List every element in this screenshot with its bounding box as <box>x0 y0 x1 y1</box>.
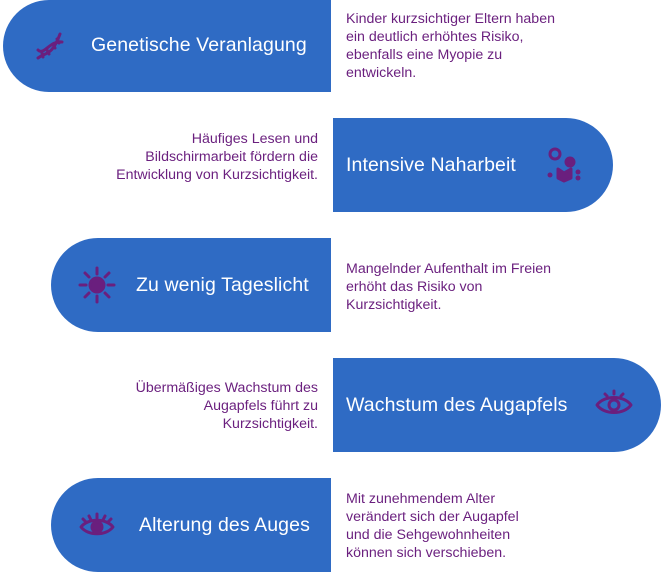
factor-card-eyeball-growth <box>333 358 661 452</box>
eye-lashes-icon <box>77 505 117 545</box>
factor-description: Häufiges Lesen und Bildschirmarbeit fördern die Entwicklung von Kurzsichtigkeit. <box>116 131 318 183</box>
factor-card-genetics <box>3 0 331 92</box>
factor-title: Zu wenig Tageslicht <box>136 274 309 296</box>
factor-title: Genetische Veranlagung <box>91 34 307 56</box>
factor-description: Mit zunehmendem Alter verändert sich der Augapfel und die Sehgewohnheiten können sich verschieben. <box>346 491 519 561</box>
factor-title: Alterung des Auges <box>139 514 310 536</box>
factor-card-daylight <box>51 238 331 332</box>
factor-card-aging-eye <box>51 478 331 572</box>
sun-icon <box>77 265 117 305</box>
reading-person-icon <box>544 145 584 185</box>
factor-description: Mangelnder Aufenthalt im Freien erhöht das Risiko von Kurzsichtigkeit. <box>346 261 552 313</box>
factor-description: Kinder kurzsichtiger Eltern haben ein deutlich erhöhtes Risiko, ebenfalls eine Myopie zu entwickeln. <box>346 11 555 81</box>
factor-description: Übermäßiges Wachstum des Augapfels führt zu Kurzsichtigkeit. <box>135 380 318 432</box>
dna-icon <box>30 26 70 66</box>
factor-card-near-work <box>333 118 613 212</box>
factor-title: Intensive Naharbeit <box>346 154 516 176</box>
eye-outline-icon <box>594 385 634 425</box>
factor-title: Wachstum des Augapfels <box>346 394 568 416</box>
